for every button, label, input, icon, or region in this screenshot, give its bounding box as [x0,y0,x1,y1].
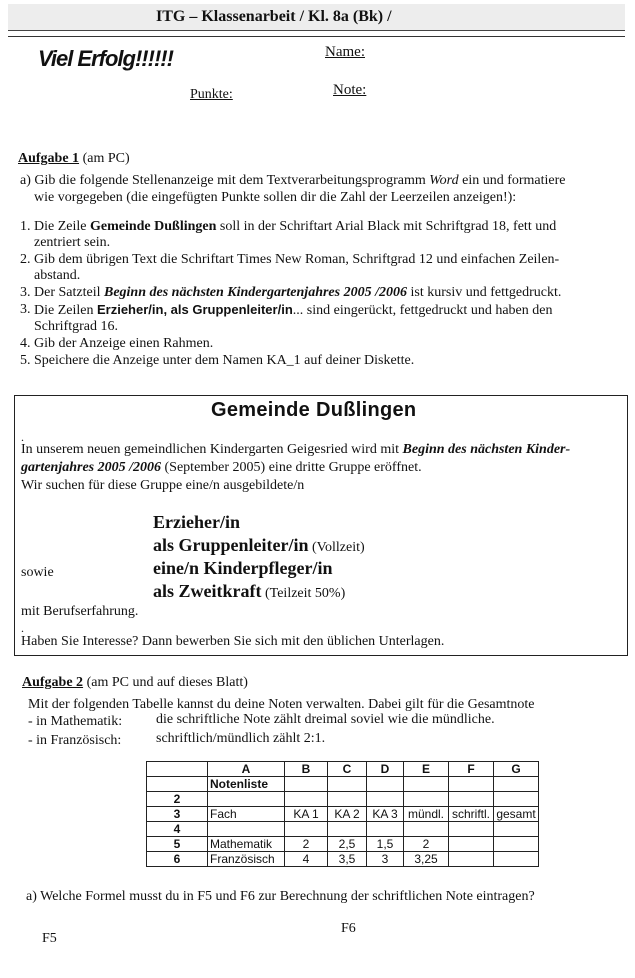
column-header-b: B [285,762,328,777]
cell: 4 [285,852,328,867]
step-number: 3. [20,285,31,300]
punkte-label: Punkte: [190,87,233,102]
task2-math-label: - in Mathematik: [28,714,123,729]
task1-suffix: (am PC) [79,151,130,166]
cell [367,792,404,807]
page-title: ITG – Klassenarbeit / Kl. 8a (Bk) / [156,8,392,25]
task2-line1: Mit der folgenden Tabelle kannst du deine Noten verwalten. Dabei gilt für die Gesamtnote [28,697,535,712]
task1-step [20,353,600,369]
ad-paragraph-1 [21,442,570,458]
cell: 2 [404,837,449,852]
step-number: 5. [20,353,31,368]
task1-intro-line2: wie vorgegeben (die eingefügten Punkte sollen dir die Zahl der Leerzeilen anzeigen!): [34,190,517,205]
cell: Mathematik [208,837,285,852]
cell: Fach [208,807,285,822]
note-label: Note: [333,82,367,98]
task2-fr-text: schriftlich/mündlich zählt 2:1. [156,731,326,746]
cell [328,792,367,807]
step-text: Die Zeile [34,219,90,234]
ad-position-4-title: als Zweitkraft [153,581,262,601]
cell: 3,5 [328,852,367,867]
ad-position-4 [153,581,345,602]
task2-title: Aufgabe 2 [22,675,84,690]
greeting: Viel Erfolg!!!!!! [38,46,173,71]
cell [208,792,285,807]
column-header-row [147,762,539,777]
ad-position-1: Erzieher/in [153,512,240,532]
name-label: Name: [325,44,365,60]
cell [449,822,494,837]
cell [449,852,494,867]
cell [328,822,367,837]
job-ad-box [14,395,628,656]
cell [494,852,539,867]
table-row [147,852,539,867]
task1-intro-end: ein und formatiere [458,173,566,188]
table-row [147,792,539,807]
step-text: Gib dem übrigen Text die Schriftart Times New Roman, Schriftgrad 12 und einfachen Zeilen-abstand. [34,252,560,283]
cell: schriftl. [449,807,494,822]
column-header-a: A [208,762,285,777]
cell [494,777,539,792]
row-header: 3 [147,807,208,822]
cell [494,822,539,837]
task2-math-text: die schriftliche Note zählt dreimal soviel wie die mündliche. [156,712,495,727]
task1-steps [20,219,600,370]
cell: 1,5 [367,837,404,852]
task1-intro-word: Word [429,173,459,188]
cell: KA 2 [328,807,367,822]
ad-position-2-note: (Vollzeit) [308,540,365,555]
corner-cell [147,762,208,777]
task2-question: a) Welche Formel musst du in F5 und F6 zur Berechnung der schriftlichen Note eintragen? [26,889,535,904]
task1-intro-line1 [20,173,566,189]
step-text: Die Zeilen [34,303,97,318]
blank-line-dot: . [21,430,24,444]
row-header [147,777,208,792]
table-row [147,807,539,822]
task1-title: Aufgabe 1 [18,151,80,166]
cell: 3,25 [404,852,449,867]
page-header [8,4,625,31]
cell [328,777,367,792]
cell: KA 3 [367,807,404,822]
ad-sowie: sowie [21,565,54,580]
ad-paragraph-1-cont [21,460,422,476]
task2-fr-label: - in Französisch: [28,733,122,748]
step-bold: Erzieher/in, als Gruppenleiter/in [96,302,293,317]
cell: Französisch [208,852,285,867]
grades-spreadsheet [146,761,539,867]
ad-paragraph-2: Wir suchen für diese Gruppe eine/n ausgebildete/n [21,478,305,493]
step-text: Speichere die Anzeige unter dem Namen KA_1 auf deiner Diskette. [34,353,415,368]
ad-paragraph-4: Haben Sie Interesse? Dann bewerben Sie sich mit den üblichen Unterlagen. [21,634,445,649]
step-number: 4. [20,336,31,351]
step-text-end: soll in der Schriftart Arial Black mit Schriftgrad 18, fett und zentriert sein. [34,219,557,250]
cell [367,777,404,792]
task1-step [20,252,600,284]
header-rule [8,36,625,37]
ad-paragraph-3: mit Berufserfahrung. [21,604,139,619]
answer-label-f5: F5 [42,931,57,946]
task2-heading [22,675,248,691]
cell [285,777,328,792]
row-header: 6 [147,852,208,867]
ad-title: Gemeinde Dußlingen [211,399,417,421]
step-text-end: ... sind eingerückt, fettgedruckt und haben den Schriftgrad 16. [34,303,553,334]
step-bold-italic: Beginn des nächsten Kindergartenjahres 2005 /2006 [103,285,407,300]
cell: Notenliste [208,777,285,792]
cell [494,792,539,807]
table-row [147,822,539,837]
ad-position-3: eine/n Kinderpfleger/in [153,558,333,578]
column-header-c: C [328,762,367,777]
task1-intro-text: a) Gib die folgende Stellenanzeige mit dem Textverarbeitungsprogramm [20,173,430,188]
row-header: 2 [147,792,208,807]
cell: mündl. [404,807,449,822]
ad-p1-emph: Beginn des nächsten Kinder- [402,442,571,457]
step-text: Gib der Anzeige einen Rahmen. [34,336,214,351]
column-header-d: D [367,762,404,777]
step-text-end: ist kursiv und fettgedruckt. [406,285,562,300]
column-header-e: E [404,762,449,777]
blank-line-dot: . [21,621,24,635]
cell [208,822,285,837]
cell [285,792,328,807]
column-header-g: G [494,762,539,777]
cell: 2 [285,837,328,852]
cell [449,837,494,852]
task1-heading [18,151,130,167]
task2-suffix: (am PC und auf dieses Blatt) [83,675,248,690]
cell [404,777,449,792]
cell [285,822,328,837]
task1-step [20,285,600,301]
cell [449,777,494,792]
step-number: 3. [20,302,31,317]
task1-step [20,219,600,251]
answer-label-f6: F6 [341,921,356,936]
cell: 2,5 [328,837,367,852]
ad-p1-emph-cont: gartenjahres 2005 /2006 [21,460,162,475]
row-header: 4 [147,822,208,837]
table-row [147,777,539,792]
cell [494,837,539,852]
cell [404,792,449,807]
task1-step [20,302,600,335]
step-number: 2. [20,252,31,267]
cell [404,822,449,837]
cell: 3 [367,852,404,867]
step-number: 1. [20,219,31,234]
ad-position-4-note: (Teilzeit 50%) [261,586,346,601]
step-text: Der Satzteil [34,285,104,300]
cell [449,792,494,807]
step-bold: Gemeinde Dußlingen [89,219,217,234]
column-header-f: F [449,762,494,777]
table-row [147,837,539,852]
ad-position-2 [153,535,365,556]
ad-p1-text-end: (September 2005) eine dritte Gruppe eröffnet. [161,460,422,475]
cell [367,822,404,837]
cell: KA 1 [285,807,328,822]
ad-position-2-title: als Gruppenleiter/in [153,535,309,555]
row-header: 5 [147,837,208,852]
cell: gesamt [494,807,539,822]
ad-p1-text: In unserem neuen gemeindlichen Kindergarten Geigesried wird mit [21,442,403,457]
task1-step [20,336,600,352]
